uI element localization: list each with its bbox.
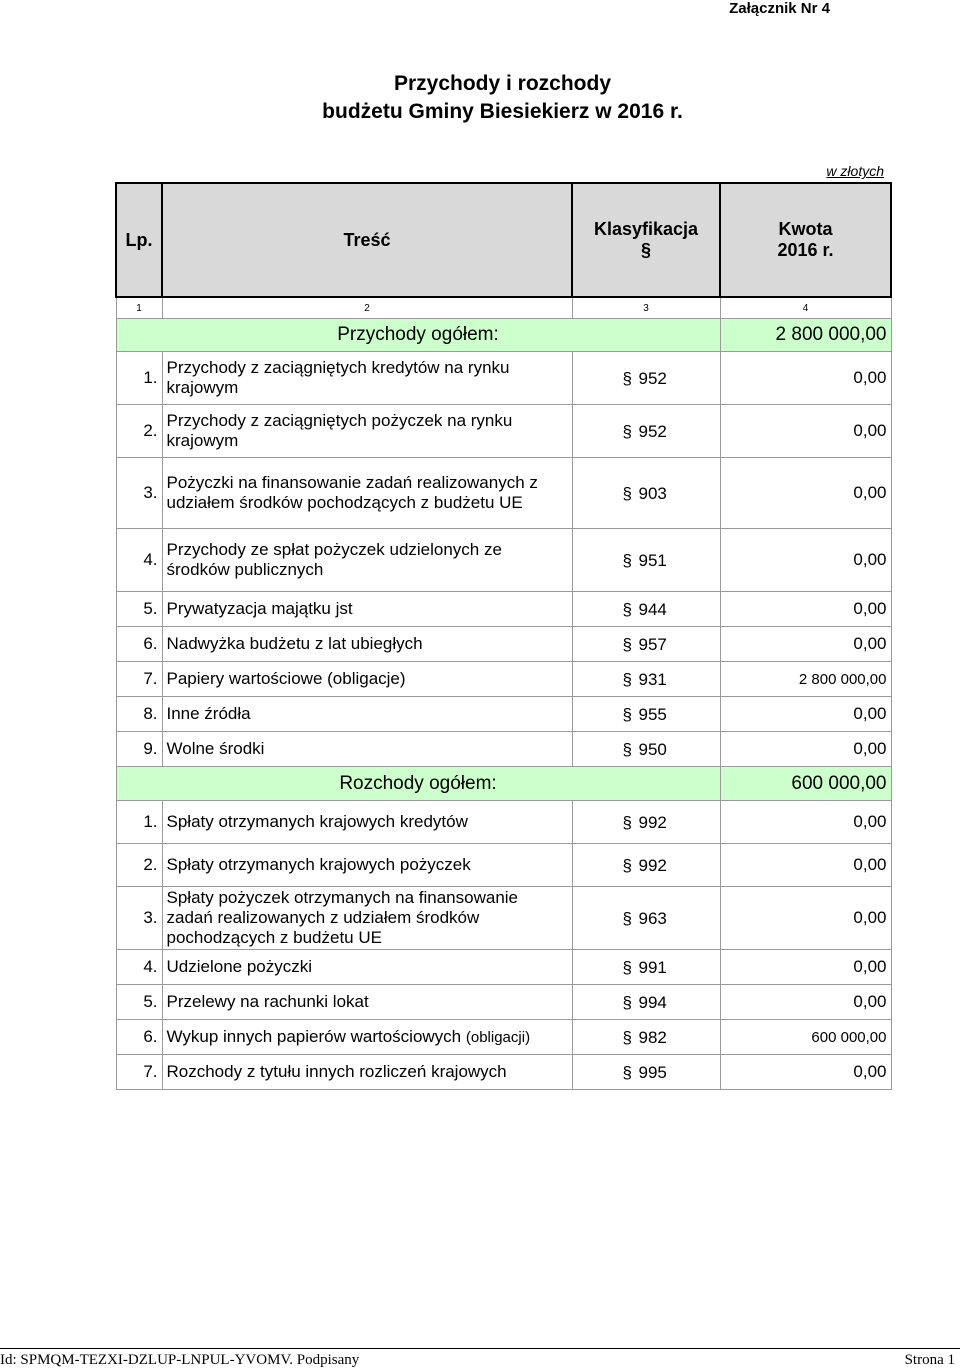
row-description-text: Spłaty otrzymanych krajowych pożyczek [166,855,471,874]
column-number: 3 [572,297,720,319]
page-number: Strona 1 [904,1352,955,1368]
row-lp: 6. [116,627,162,662]
row-lp: 2. [116,405,162,458]
income-total-amount: 2 800 000,00 [720,319,891,352]
row-lp: 2. [116,844,162,887]
row-amount: 0,00 [720,697,891,732]
row-amount: 0,00 [720,352,891,405]
row-description [162,352,572,405]
row-lp: 7. [116,662,162,697]
row-description-text: Rozchody z tytułu innych rozliczeń krajowych [166,1062,507,1081]
row-description-text: Przelewy na rachunki lokat [166,992,369,1011]
table-row [116,1020,891,1055]
row-description [162,458,572,529]
row-amount: 0,00 [720,458,891,529]
row-description [162,697,572,732]
row-lp: 1. [116,352,162,405]
row-code: 982 [638,1027,667,1047]
row-code: 944 [638,599,667,619]
row-classification [572,1020,720,1055]
table-row [116,1055,891,1090]
row-lp: 6. [116,1020,162,1055]
table-row [116,405,891,458]
header-klasyfikacja-label: Klasyfikacja [593,219,699,239]
header-kwota-year: 2016 r. [777,240,834,260]
row-description [162,405,572,458]
row-amount: 0,00 [720,950,891,985]
table-row [116,732,891,767]
table-row [116,458,891,529]
row-lp: 7. [116,1055,162,1090]
row-code: 950 [638,739,667,759]
row-amount: 0,00 [720,801,891,844]
paragraph-symbol: § [622,669,632,689]
row-lp: 1. [116,801,162,844]
row-description-text: Udzielone pożyczki [166,957,313,976]
row-classification [572,1055,720,1090]
row-description [162,732,572,767]
row-classification [572,985,720,1020]
row-code: 903 [638,483,667,503]
row-description-text: Przychody ze spłat pożyczek udzielonych ze środków publicznych [166,540,502,579]
row-description [162,592,572,627]
row-amount: 0,00 [720,985,891,1020]
row-code: 963 [638,908,667,928]
page-footer [0,1348,960,1372]
row-code: 955 [638,704,667,724]
row-code: 992 [638,812,667,832]
paragraph-symbol: § [622,368,632,388]
table-header-row [116,183,891,297]
column-number: 1 [116,297,162,319]
row-description-text: Inne źródła [166,704,251,723]
header-lp: Lp. [116,183,162,297]
header-klasyfikacja [572,183,720,297]
row-description [162,950,572,985]
row-code: 992 [638,855,667,875]
row-lp: 9. [116,732,162,767]
table-row [116,529,891,592]
row-lp: 3. [116,458,162,529]
expense-total-row [116,767,891,801]
row-description-text: Spłaty pożyczek otrzymanych na finansowanie zadań realizowanych z udziałem środków pochodzących z budżetu UE [166,888,519,947]
header-kwota-label: Kwota [778,219,833,239]
title-line-2: budżetu Gminy Biesiekierz w 2016 r. [322,100,683,123]
paragraph-symbol: § [622,992,632,1012]
row-lp: 4. [116,950,162,985]
row-amount: 2 800 000,00 [720,662,891,697]
row-description-text: Pożyczki na finansowanie zadań realizowanych z udziałem środków pochodzących z budżetu UE [166,473,538,512]
row-classification [572,405,720,458]
row-classification [572,697,720,732]
row-classification [572,627,720,662]
table-row [116,662,891,697]
expense-total-label: Rozchody ogółem: [116,767,720,801]
paragraph-symbol: § [622,599,632,619]
row-code: 952 [638,368,667,388]
expense-total-amount: 600 000,00 [720,767,891,801]
row-lp: 4. [116,529,162,592]
row-classification [572,529,720,592]
row-description-text: Przychody z zaciągniętych pożyczek na rynku krajowym [166,411,513,450]
row-amount: 0,00 [720,627,891,662]
budget-table [115,182,892,1090]
income-total-row [116,319,891,352]
row-description-text: Prywatyzacja majątku jst [166,599,353,618]
row-amount: 0,00 [720,592,891,627]
row-description-text: Nadwyżka budżetu z lat ubiegłych [166,634,423,653]
row-code: 957 [638,634,667,654]
row-description [162,1020,572,1055]
row-amount: 600 000,00 [720,1020,891,1055]
table-row [116,887,891,950]
paragraph-symbol: § [622,739,632,759]
row-description [162,801,572,844]
paragraph-symbol: § [622,483,632,503]
row-description [162,844,572,887]
row-description [162,627,572,662]
row-classification [572,458,720,529]
row-description-text: Wykup innych papierów wartościowych [166,1027,462,1046]
row-classification [572,732,720,767]
title-line-1: Przychody i rozchody [393,72,612,95]
row-amount: 0,00 [720,844,891,887]
paragraph-symbol: § [622,1062,632,1082]
row-classification [572,950,720,985]
row-amount: 0,00 [720,732,891,767]
table-row [116,697,891,732]
paragraph-symbol: § [622,908,632,928]
unit-label: w złotych [826,163,884,179]
column-number: 4 [720,297,891,319]
table-row [116,950,891,985]
table-row [116,592,891,627]
income-total-label: Przychody ogółem: [116,319,720,352]
row-classification [572,662,720,697]
row-description-note: (obligacji) [465,1029,531,1046]
row-amount: 0,00 [720,887,891,950]
paragraph-symbol: § [622,634,632,654]
table-row [116,352,891,405]
table-row [116,627,891,662]
header-tresc: Treść [162,183,572,297]
row-description [162,985,572,1020]
table-row [116,985,891,1020]
paragraph-symbol: § [622,550,632,570]
annex-label: Załącznik Nr 4 [729,0,830,17]
header-paragraph-symbol: § [640,240,651,260]
row-description-text: Przychody z zaciągniętych kredytów na rynku krajowym [166,358,510,397]
paragraph-symbol: § [622,704,632,724]
page-title [0,70,960,126]
row-code: 991 [638,957,667,977]
row-description [162,887,572,950]
row-amount: 0,00 [720,1055,891,1090]
header-kwota [720,183,891,297]
document-id: Id: SPMQM-TEZXI-DZLUP-LNPUL-YVOMV. Podpisany [0,1352,360,1368]
row-lp: 8. [116,697,162,732]
row-classification [572,352,720,405]
row-description [162,529,572,592]
paragraph-symbol: § [622,957,632,977]
column-number-row [116,297,891,319]
paragraph-symbol: § [622,855,632,875]
row-amount: 0,00 [720,405,891,458]
row-code: 931 [638,669,667,689]
row-code: 952 [638,421,667,441]
paragraph-symbol: § [622,812,632,832]
paragraph-symbol: § [622,1027,632,1047]
row-description-text: Papiery wartościowe (obligacje) [166,669,406,688]
row-code: 951 [638,550,667,570]
row-description-text: Wolne środki [166,739,265,758]
column-number: 2 [162,297,572,319]
table-row [116,844,891,887]
row-code: 995 [638,1062,667,1082]
row-description [162,1055,572,1090]
row-description-text: Spłaty otrzymanych krajowych kredytów [166,812,468,831]
row-lp: 5. [116,592,162,627]
row-classification [572,887,720,950]
paragraph-symbol: § [622,421,632,441]
row-description [162,662,572,697]
row-code: 994 [638,992,667,1012]
row-amount: 0,00 [720,529,891,592]
table-row [116,801,891,844]
row-lp: 3. [116,887,162,950]
row-classification [572,592,720,627]
row-classification [572,844,720,887]
row-classification [572,801,720,844]
row-lp: 5. [116,985,162,1020]
